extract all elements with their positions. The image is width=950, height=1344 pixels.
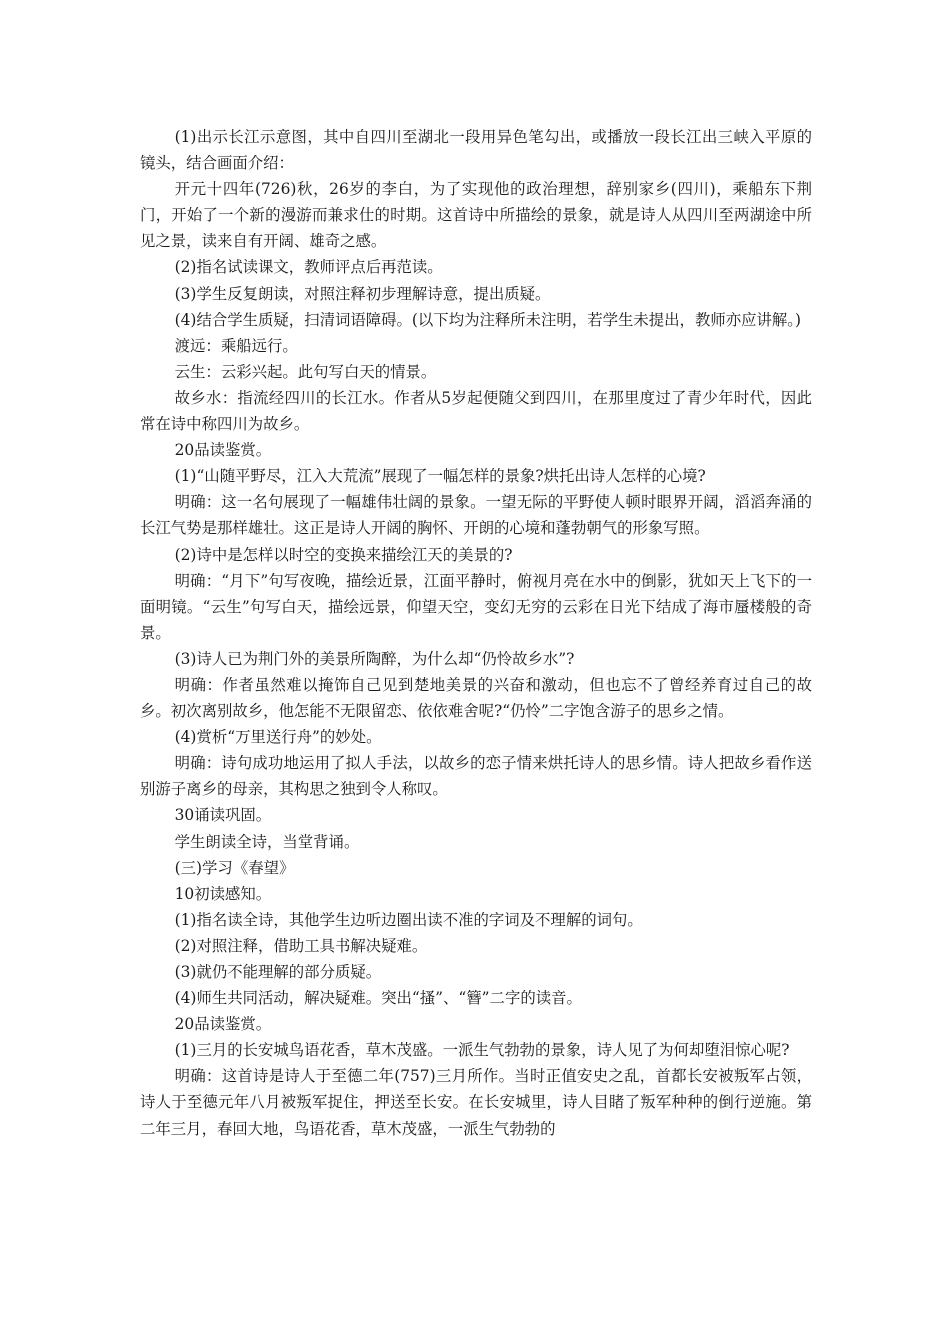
paragraph-13: 明确：“月下”句写夜晚，描绘近景，江面平静时，俯视月亮在水中的倒影，犹如天上飞下的一面明镜。“云生”句写白天，描绘远景，仰望天空，变幻无穷的云彩在日光下结成了海市蜃楼般的奇景。	[140, 571, 812, 642]
paragraph-14: (3)诗人已为荆门外的美景所陶醉，为什么却“仍怜故乡水”?	[174, 649, 575, 668]
paragraph-24: (3)就仍不能理解的部分质疑。	[174, 963, 382, 981]
paragraph-10: (1)“山随平野尽，江入大荒流”展现了一幅怎样的景象?烘托出诗人怎样的心境?	[174, 467, 706, 486]
paragraph-23: (2)对照注释，借助工具书解决疑难。	[174, 936, 428, 955]
paragraph-26: 20品读鉴赏。	[174, 1015, 272, 1034]
paragraph-12: (2)诗中是怎样以时空的变换来描绘江天的美景的?	[174, 545, 513, 564]
paragraph-21: 10初读感知。	[174, 884, 272, 903]
paragraph-3: (2)指名试读课文，教师评点后再范读。	[174, 258, 443, 277]
paragraph-6: 渡远：乘船远行。	[174, 336, 298, 355]
paragraph-18: 30诵读巩固。	[174, 806, 272, 825]
paragraph-22: (1)指名读全诗，其他学生边听边圈出读不准的字词及不理解的词句。	[174, 910, 643, 929]
paragraph-27: (1)三月的长安城鸟语花香，草木茂盛。一派生气勃勃的景象，诗人见了为何却堕泪惊心呢?	[174, 1041, 790, 1060]
paragraph-9: 20品读鉴赏。	[174, 441, 272, 460]
paragraph-5: (4)结合学生质疑，扫清词语障碍。(以下均为注释所未注明，若学生未提出，教师亦应讲解。)	[174, 310, 801, 329]
paragraph-15: 明确：作者虽然难以掩饰自己见到楚地美景的兴奋和激动，但也忘不了曾经养育过自己的故乡。初次离别故乡，他怎能不无限留恋、依依难舍呢?“仍怜”二字饱含游子的思乡之情。	[140, 675, 812, 721]
paragraph-19: 学生朗读全诗，当堂背诵。	[174, 832, 360, 851]
paragraph-20: (三)学习《春望》	[174, 858, 295, 877]
paragraph-11: 明确：这一名句展现了一幅雄伟壮阔的景象。一望无际的平野使人顿时眼界开阔，滔滔奔涌的长江气势是那样雄壮。这正是诗人开阔的胸怀、开朗的心境和蓬勃朝气的形象写照。	[140, 493, 812, 538]
paragraph-1: (1)出示长江示意图，其中自四川至湖北一段用异色笔勾出，或播放一段长江出三峡入平原的镜头，结合画面介绍：	[140, 128, 812, 173]
paragraph-16: (4)赏析“万里送行舟”的妙处。	[174, 728, 382, 747]
paragraph-7: 云生：云彩兴起。此句写白天的情景。	[174, 362, 437, 381]
paragraph-17: 明确：诗句成功地运用了拟人手法，以故乡的恋子情来烘托诗人的思乡情。诗人把故乡看作送别游子离乡的母亲，其构思之独到令人称叹。	[140, 754, 812, 799]
paragraph-8: 故乡水：指流经四川的长江水。作者从5岁起便随父到四川，在那里度过了青少年时代，因此常在诗中称四川为故乡。	[140, 388, 812, 434]
paragraph-4: (3)学生反复朗读，对照注释初步理解诗意，提出质疑。	[174, 284, 551, 303]
paragraph-2: 开元十四年(726)秋，26岁的李白，为了实现他的政治理想，辞别家乡(四川)，乘船东下荆门，开始了一个新的漫游而兼求仕的时期。这首诗中所描绘的景象，就是诗人从四川至两湖途中所见之景，读来自有开阔、雄奇之感。	[140, 180, 812, 251]
paragraph-28: 明确：这首诗是诗人于至德二年(757)三月所作。当时正值安史之乱，首都长安被叛军占领，诗人于至德元年八月被叛军捉住，押送至长安。在长安城里，诗人目睹了叛军种种的倒行逆施。第二年三月，春回大地，鸟语花香，草木茂盛，一派生气勃勃的	[140, 1067, 812, 1138]
document-body	[140, 124, 812, 1142]
paragraph-25: (4)师生共同活动，解决疑难。突出“搔”、“簪”二字的读音。	[174, 989, 582, 1008]
